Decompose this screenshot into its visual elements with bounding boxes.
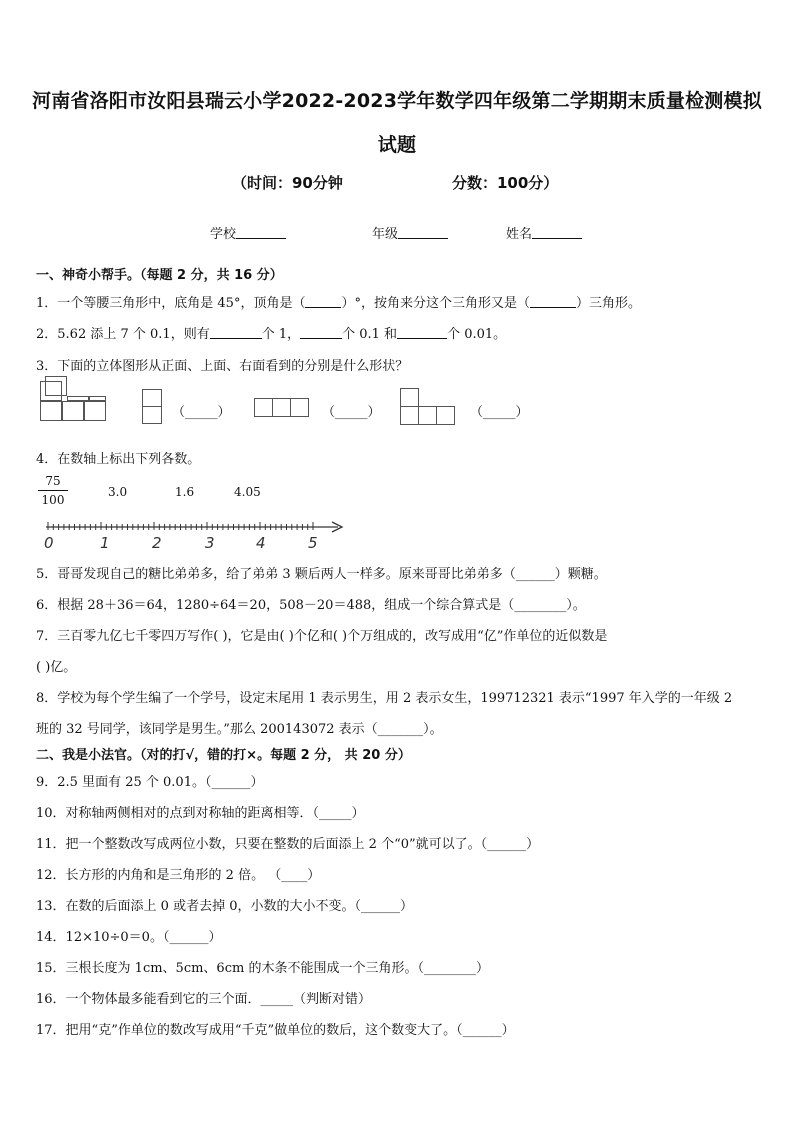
view-1-blank[interactable]: （_____） — [172, 405, 231, 420]
value-3: 3.0 — [108, 485, 128, 499]
question-13: 13．在数的后面添上 0 或者去掉 0，小数的大小不变。（______） — [36, 899, 413, 914]
grade-blank[interactable] — [398, 226, 448, 239]
view-2-blank[interactable]: （_____） — [322, 405, 381, 420]
question-2: 2．5.62 添上 7 个 0.1，则有 个 1， 个 0.1 和 个 0.01。 — [36, 327, 507, 342]
fraction-numerator: 75 — [45, 474, 61, 488]
question-11: 11．把一个整数改写成两位小数，只要在整数的后面添上 2 个“0”就可以了。（______） — [36, 837, 540, 852]
question-3: 3．下面的立体图形从正面、上面、右面看到的分别是什么形状？ — [36, 359, 409, 374]
school-label: 学校 — [210, 227, 237, 242]
exam-score: 分数：100分） — [452, 174, 559, 192]
question-8-line1: 8．学校为每个学生编了一个学号，设定末尾用 1 表示男生，用 2 表示女生，199712321 表示“1997 年入学的一年级 2 — [36, 691, 733, 706]
school-blank[interactable] — [236, 226, 286, 239]
name-label: 姓名 — [506, 227, 533, 242]
question-16: 16．一个物体最多能看到它的三个面．_____（判断对错） — [36, 992, 372, 1007]
exam-time: （时间：90分钟 — [232, 174, 343, 192]
view-3-blank[interactable]: （_____） — [470, 405, 529, 420]
question-6: 6．根据 28＋36＝64，1280÷64＝20，508－20＝488，组成一个综合算式是（________）。 — [36, 598, 586, 613]
answer-blank[interactable] — [300, 327, 342, 339]
question-5: 5．哥哥发现自己的糖比弟弟多，给了弟弟 3 颗后两人一样多。原来哥哥比弟弟多（______）颗糖。 — [36, 567, 607, 582]
answer-blank[interactable] — [210, 327, 262, 339]
question-7-line2: ( )亿。 — [36, 660, 77, 675]
value-1-6: 1.6 — [175, 485, 195, 499]
solid-figure — [40, 381, 106, 429]
value-4-05: 4.05 — [234, 485, 261, 499]
grade-field[interactable] — [372, 223, 448, 242]
question-8-line2: 班的 32 号同学，该同学是男生。”那么 200143072 表示（_______）。 — [36, 722, 443, 737]
answer-blank[interactable] — [397, 327, 447, 339]
axis-label-2: 2 — [152, 534, 162, 550]
fraction-value — [38, 474, 68, 507]
section1-heading: 一、神奇小帮手。（每题 2 分，共 16 分） — [36, 268, 283, 283]
fraction-denominator: 100 — [41, 493, 65, 507]
question-7-line1: 7．三百零九亿七千零四万写作( )，它是由( )个亿和( )个万组成的，改写成用“亿”作单位的近似数是 — [36, 629, 608, 644]
school-field[interactable] — [210, 223, 286, 242]
axis-label-1: 1 — [100, 534, 110, 550]
page-title-line2: 试题 — [377, 134, 417, 156]
answer-blank[interactable] — [305, 296, 341, 308]
answer-blank[interactable] — [530, 296, 576, 308]
name-blank[interactable] — [532, 226, 582, 239]
question-15: 15．三根长度为 1cm、5cm、6cm 的木条不能围成一个三角形。（________） — [36, 961, 489, 976]
axis-label-3: 3 — [205, 534, 215, 550]
question-10: 10．对称轴两侧相对的点到对称轴的距离相等．（_____） — [36, 806, 365, 821]
page-title-line1: 河南省洛阳市汝阳县瑞云小学2022-2023学年数学四年级第二学期期末质量检测模拟 — [32, 90, 762, 112]
question-4: 4．在数轴上标出下列各数。 — [36, 452, 201, 467]
section2-heading: 二、我是小法官。（对的打√，错的打×。每题 2 分， 共 20 分） — [36, 748, 411, 763]
question-17: 17．把用“克”作单位的数改写成用“千克”做单位的数后，这个数变大了。（______） — [36, 1023, 515, 1038]
number-line[interactable] — [40, 516, 350, 550]
question-14: 14．12×10÷0＝0。（______） — [36, 930, 222, 945]
question-12: 12．长方形的内角和是三角形的 2 倍。 （____） — [36, 868, 321, 883]
question-9: 9．2.5 里面有 25 个 0.01。（______） — [36, 775, 264, 790]
axis-label-4: 4 — [256, 534, 266, 550]
grade-label: 年级 — [372, 227, 399, 242]
question-1: 1．一个等腰三角形中，底角是 45°，顶角是（ ）°，按角来分这个三角形又是（ ）三角形。 — [36, 296, 641, 311]
name-field[interactable] — [506, 223, 582, 242]
axis-label-5: 5 — [308, 534, 318, 550]
axis-label-0: 0 — [44, 534, 54, 550]
